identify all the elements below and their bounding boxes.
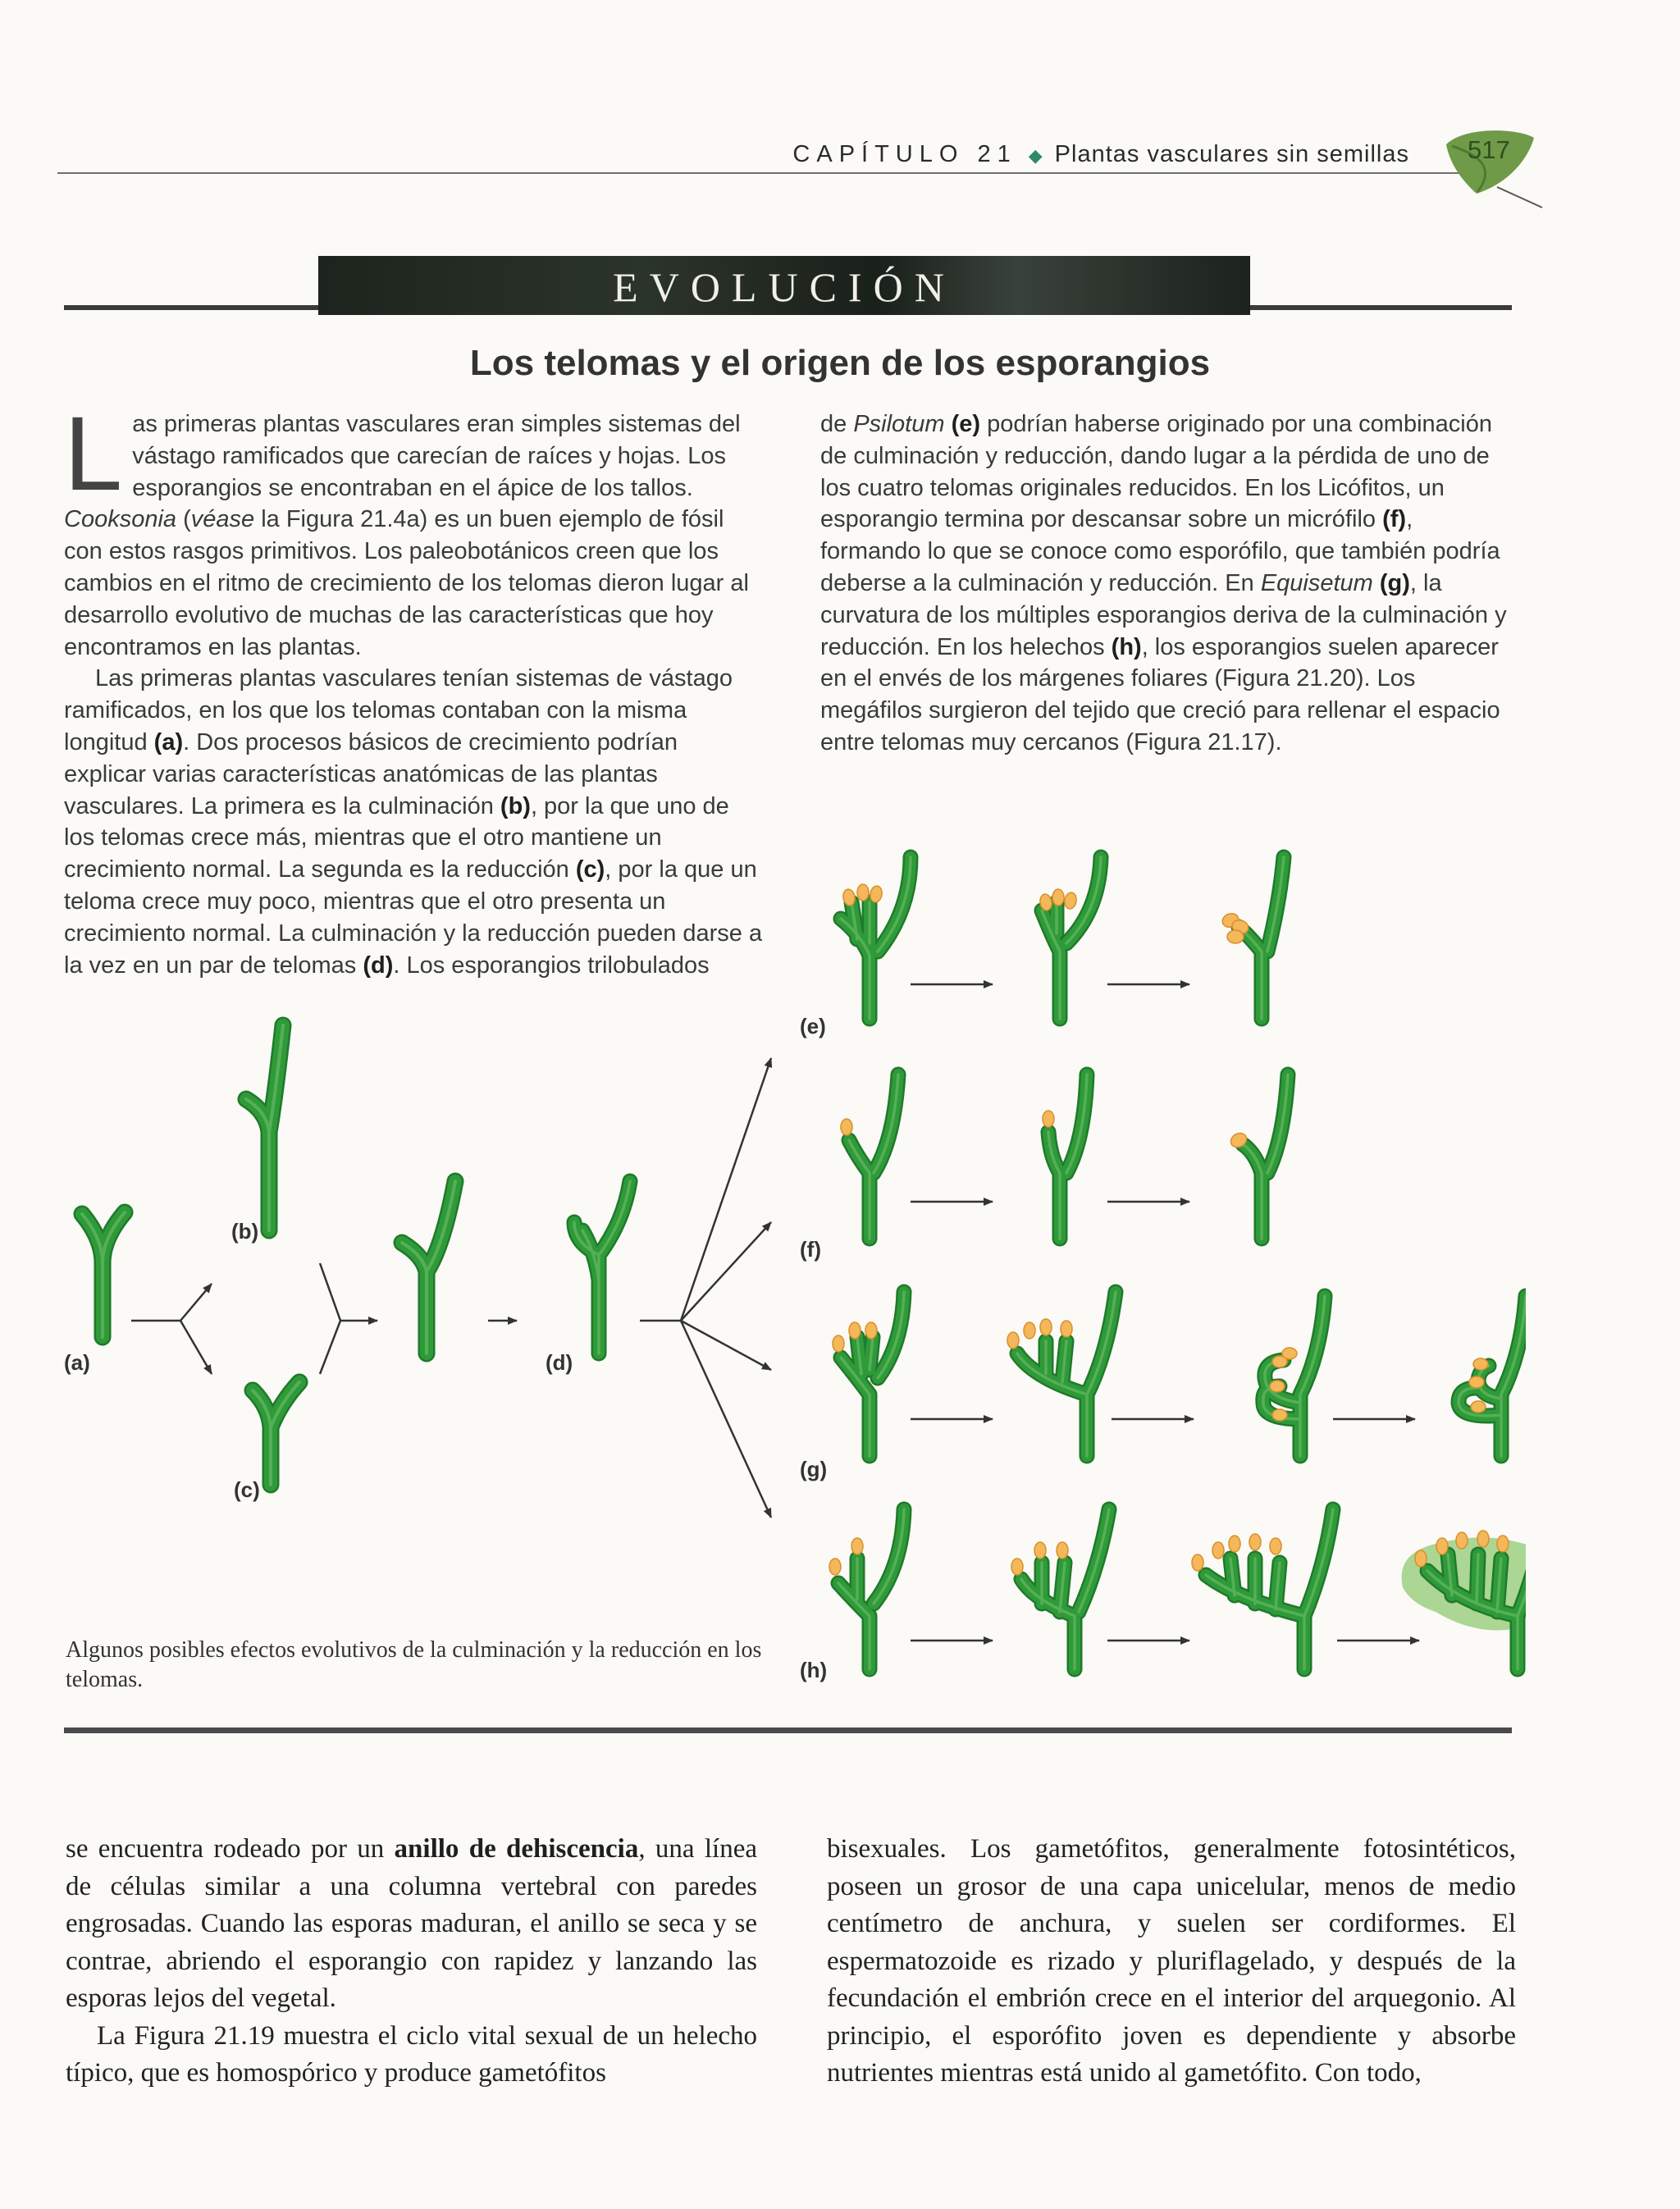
drop-cap: L <box>64 395 123 513</box>
text-run: as primeras plantas vasculares eran simples sistemas del vástago ramificados que carecían de raíces y hojas. Los esporangios se encontraban en el ápice de los tallos. <box>132 411 741 501</box>
sporangium <box>1436 1538 1448 1554</box>
sporangium <box>833 1335 844 1352</box>
arrow <box>681 1321 771 1518</box>
section-band-title: EVOLUCIÓN <box>613 264 956 310</box>
page-number: 517 <box>1468 135 1510 164</box>
sporangium <box>1040 1319 1052 1335</box>
sporangium <box>1043 1111 1054 1127</box>
bold-run: (b) <box>500 792 531 819</box>
arrow <box>681 1321 771 1370</box>
label-d: (d) <box>546 1350 573 1375</box>
header-rule <box>57 172 1501 174</box>
sporangium <box>1227 930 1244 943</box>
italic-run: Cooksonia <box>64 506 177 533</box>
label-f: (f) <box>800 1237 821 1262</box>
sporangium <box>1061 1321 1072 1337</box>
label-b: (b) <box>231 1219 259 1244</box>
branch-line <box>320 1263 340 1374</box>
telome-figure <box>49 828 1526 1698</box>
bold-run: (f) <box>1382 506 1407 533</box>
chapter-title: Plantas vasculares sin semillas <box>1054 141 1409 167</box>
text-run: , una línea de células similar a una columna vertebral con paredes engrosadas. Cuando las esporas maduran, el anillo se seca y se contrae, abriendo el esporangio con rapidez y lanzando las esporas lejos del vegetal. <box>66 1834 758 2013</box>
bold-run: (e) <box>951 411 981 437</box>
text-run: , formando lo que se conoce como esporófilo, que también podría deberse a la culminación y reducción. En <box>820 506 1500 596</box>
label-g: (g) <box>800 1457 828 1481</box>
sporangium <box>1270 1381 1285 1392</box>
italic-run: Psilotum <box>853 411 945 437</box>
text-run: , por la que uno de los telomas crece más, mientras que el otro mantiene un crecimiento normal. La segunda es la reducción <box>64 792 729 883</box>
sporangium <box>829 1559 841 1575</box>
sporangium <box>1270 1538 1281 1554</box>
text-run <box>945 411 952 437</box>
text-run: . Dos procesos básicos de crecimiento podrían explicar varias características anatómicas de las plantas vasculares. La primera es la culminación <box>64 728 678 819</box>
sporangium <box>1057 1542 1068 1559</box>
chapter-number: CAPÍTULO 21 <box>792 141 1017 167</box>
header-separator: ◆ <box>1028 145 1043 166</box>
label-h: (h) <box>800 1658 828 1682</box>
sporangium <box>1229 1536 1240 1552</box>
sporangium <box>841 1119 852 1135</box>
bold-run: (c) <box>575 856 605 883</box>
text-run: Las primeras plantas vasculares tenían sistemas de vástago ramificados, en los que los telomas contaban con la misma longitud <box>64 665 733 755</box>
body-right-column <box>827 1831 1516 2093</box>
sporangium <box>1282 1348 1297 1359</box>
page-number-leaf <box>1431 121 1546 220</box>
sporangium <box>1024 1322 1035 1339</box>
italic-run: Equisetum <box>1260 569 1373 596</box>
text-run: , la curvatura de los múltiples esporangios deriva de la culminación y reducción. En los helechos <box>820 569 1507 660</box>
text-run: se encuentra rodeado por un <box>66 1834 395 1864</box>
telome-stem <box>1263 1296 1325 1456</box>
telome-stem <box>1459 1296 1526 1456</box>
label-a: (a) <box>64 1350 90 1375</box>
bold-run: anillo de dehiscencia <box>394 1834 639 1864</box>
sporangium <box>849 1322 861 1339</box>
text-run: de <box>820 411 854 437</box>
sporangium <box>1011 1559 1023 1575</box>
bold-run: (h) <box>1111 633 1142 660</box>
arrow <box>180 1284 212 1321</box>
sporangium <box>857 884 869 901</box>
text-run: bisexuales. Los gametófitos, generalmente fotosintéticos, poseen un grosor de una capa unicelular, menos de medio centímetro de anchura, y suelen ser cordiformes. El espermatozoide es rizado y pluriflagelado, y después de la fecundación el embrión crece en el interior del arquegonio. Al principio, el esporófito joven es dependiente y absorbe nutrientes mientras está unido al gametófito. Con todo, <box>827 1834 1516 2088</box>
sporangium <box>1063 892 1077 910</box>
text-run: La Figura 21.19 muestra el ciclo vital sexual de un helecho típico, que es homospórico y produce gametófitos <box>66 2020 757 2088</box>
sporangium <box>869 885 883 903</box>
sporangium <box>1007 1332 1019 1349</box>
sporangium <box>1415 1550 1427 1567</box>
sporangium <box>1473 1358 1488 1370</box>
box-paragraph-1 <box>64 395 749 660</box>
body-paragraph-3 <box>827 1831 1516 2093</box>
italic-run: véase <box>190 506 255 533</box>
arrow <box>681 1058 771 1321</box>
text-run: , los esporangios suelen aparecer en el envés de los márgenes foliares (Figura 21.20). Los megáfilos surgieron del tejido que creció para rellenar el espacio entre telomas muy cercanos (Figura 21.17). <box>820 633 1500 755</box>
arrow <box>180 1321 212 1374</box>
sporangium <box>1471 1401 1486 1413</box>
sporangium <box>1034 1542 1046 1559</box>
body-paragraph-1 <box>66 1831 757 2018</box>
sporangium <box>1212 1542 1224 1559</box>
box-bottom-rule <box>64 1727 1512 1733</box>
text-run: la Figura 21.4a) es un buen ejemplo de fósil con estos rasgos primitivos. Los paleobotánicos creen que los cambios en el ritmo de crecimiento de los telomas dieron lugar al desarrollo evolutivo de muchas de las características que hoy encontramos en las plantas. <box>64 506 749 660</box>
body-paragraph-2 <box>66 2018 757 2093</box>
label-c: (c) <box>234 1477 260 1502</box>
sporangium <box>1497 1536 1509 1552</box>
sporangium <box>1477 1531 1489 1547</box>
body-left-column <box>66 1831 757 2093</box>
box-paragraph-3 <box>820 408 1518 759</box>
figure-caption: Algunos posibles efectos evolutivos de la culminación y la reducción en los telomas. <box>66 1637 762 1692</box>
telome-stem <box>574 1181 630 1353</box>
bold-run: (g) <box>1379 569 1410 596</box>
text-run <box>1373 570 1380 596</box>
bold-run: (a) <box>153 728 184 755</box>
telome-diagram <box>49 828 1526 1698</box>
text-run: ( <box>176 506 191 533</box>
running-header <box>792 141 1409 168</box>
text-run: . Los esporangios trilobulados <box>393 952 710 979</box>
sporangium <box>851 1538 863 1554</box>
sporangium <box>1249 1534 1261 1550</box>
sporangium <box>865 1322 877 1339</box>
sporangium <box>1272 1409 1287 1421</box>
leaf-icon <box>1431 121 1546 220</box>
label-e: (e) <box>800 1014 826 1038</box>
arrow <box>681 1222 771 1321</box>
telome-stem <box>1017 1292 1116 1456</box>
sporangium <box>1192 1554 1203 1571</box>
text-run: , por la que un teloma crece muy poco, mientras que el otro presenta un crecimiento normal. La culminación y la reducción pueden darse a la vez en un par de telomas <box>64 856 763 979</box>
sporangium <box>1052 889 1064 906</box>
sporangium <box>1456 1532 1468 1549</box>
box-heading: Los telomas y el origen de los esporangios <box>469 343 1211 383</box>
text-run: podrían haberse originado por una combinación de culminación y reducción, dando lugar a la pérdida de uno de los cuatro telomas originales reducidos. En los Licófitos, un esporangio termina por descansar sobre un micrófilo <box>820 411 1492 533</box>
bold-run: (d) <box>363 952 394 979</box>
box-right-column <box>820 408 1518 759</box>
sporangium <box>1469 1376 1484 1388</box>
